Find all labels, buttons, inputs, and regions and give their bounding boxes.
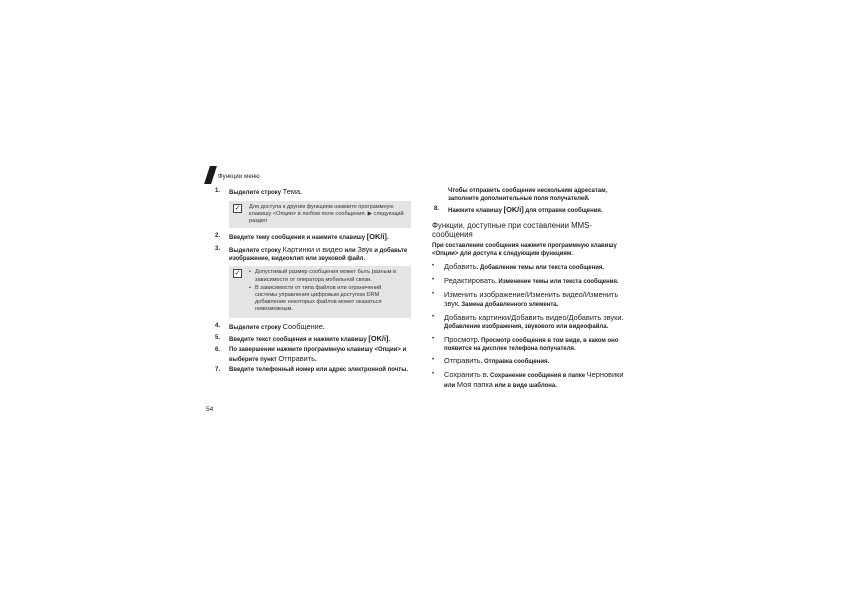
option-term: Сохранить в — [444, 370, 487, 380]
step-text-end: и добавьте изображение, видеоклип или звуковой файл. — [229, 247, 408, 262]
step-text-end: . — [300, 190, 302, 196]
note-text: Для доступа к другим функциям нажмите программную клавишу <Опции> в любом поле сообщения. ▶ следующий раздел — [249, 203, 404, 225]
step-text: По завершении нажмите программную клавишу <Опции> и выберите пункт — [229, 347, 407, 363]
ok-key-label: [OK/i] — [368, 333, 389, 343]
step-6 — [213, 347, 411, 365]
step-text-end: . — [322, 324, 325, 331]
step-number: 1. — [215, 188, 221, 194]
step-number: 7. — [215, 367, 221, 374]
option-description: . Замена добавленного элемента. — [458, 302, 559, 309]
list-item — [432, 314, 632, 332]
step-7-continuation: Чтобы отправить сообщение нескольким адресатам, заполните дополнительные поля получателей. — [448, 188, 608, 202]
step-text-end: . — [386, 235, 389, 242]
list-item — [432, 371, 632, 391]
option-description: . Сохранение сообщения в папке — [486, 373, 587, 380]
section-header-title: Функции меню — [218, 174, 260, 180]
step-number: 5. — [215, 334, 221, 341]
step-5 — [213, 335, 411, 345]
note-bullet: • Допустимый размер сообщения может быть разным в зависимости от оператора мобильной связи. — [249, 269, 405, 283]
list-item — [432, 277, 632, 287]
step-3 — [213, 246, 411, 264]
step-1 — [213, 188, 411, 198]
step-text: Выделите строку — [229, 324, 283, 331]
note-check-icon: ✓ — [234, 204, 241, 212]
step-number: 2. — [215, 233, 221, 240]
menu-term: Картинки и видео — [282, 244, 343, 254]
header-slash-icon — [204, 166, 217, 184]
option-description: . Просмотр сообщения в том виде, в каком оно появится на дисплее телефона получателя. — [444, 337, 619, 352]
step-number: 3. — [215, 245, 221, 252]
step-text-end: для отправки сообщения. — [523, 207, 603, 214]
step-text-mid: или — [342, 247, 358, 254]
menu-term: Отправить — [278, 353, 316, 363]
note-box — [229, 201, 411, 229]
right-column — [432, 188, 632, 395]
section-title: Функции, доступные при составлении MMS-сообщения — [432, 221, 592, 240]
menu-term: Тема — [282, 187, 301, 196]
page-number: 54 — [206, 406, 214, 413]
step-text: Введите текст сообщения и нажмите клавишу — [229, 336, 369, 343]
menu-term: Звук — [357, 244, 373, 254]
step-text: Введите тему сообщения и нажмите клавишу — [229, 235, 367, 242]
ok-key-label: [OK/i] — [366, 232, 387, 242]
step-number: 6. — [215, 347, 221, 354]
option-term: Добавить — [444, 261, 477, 271]
step-number: 8. — [434, 205, 440, 212]
step-text: Выделите строку — [229, 247, 283, 254]
option-term: Изменить изображение/Изменить видео/Изменить звук — [444, 289, 619, 309]
step-4 — [213, 323, 411, 333]
list-item — [432, 263, 632, 273]
step-8 — [432, 206, 632, 216]
step-text-end: . — [315, 356, 317, 363]
step-text: Выделите строку — [229, 190, 283, 196]
note-check-icon: ✓ — [234, 270, 241, 278]
step-text: Нажмите клавишу — [448, 207, 504, 214]
option-description: . Добавление изображения, звукового или видеофайла. — [444, 316, 624, 330]
left-column — [213, 188, 411, 378]
note-bullet: • В зависимости от типа файлов или ограничений системы управления цифровым доступом DRM добавление некоторых файлов может оказаться невозможным. — [249, 285, 405, 314]
option-term: Отправить — [444, 356, 481, 366]
step-text-end: . — [388, 336, 391, 343]
option-description-end: или в виде шаблона. — [492, 382, 557, 389]
step-number: 4. — [215, 322, 221, 329]
list-item — [432, 357, 632, 367]
option-description: . Добавление темы или текста сообщения. — [476, 264, 605, 271]
menu-term: Сообщение — [282, 321, 323, 331]
option-description: . Отправка сообщения. — [480, 359, 550, 366]
option-description: . Изменение темы или текста сообщения. — [495, 278, 619, 285]
folder-term: Моя папка — [456, 379, 493, 389]
folder-term: Черновики — [586, 370, 624, 380]
list-item — [432, 336, 632, 354]
ok-key-label: [OK/i] — [503, 204, 524, 214]
section-intro: При составлении сообщения нажмите программную клавишу <Опции> для доступа к следующим функциям. — [432, 243, 617, 258]
option-term: Добавить картинки/Добавить видео/Добавить звуки — [444, 313, 622, 323]
step-2 — [213, 233, 411, 243]
note-box — [229, 266, 411, 317]
option-term: Просмотр — [444, 334, 478, 344]
step-7 — [213, 367, 411, 375]
option-description-mid: или — [444, 382, 457, 389]
option-term: Редактировать — [444, 275, 496, 285]
step-text: Введите телефонный номер или адрес электронной почты. — [229, 367, 408, 374]
list-item — [432, 291, 632, 311]
